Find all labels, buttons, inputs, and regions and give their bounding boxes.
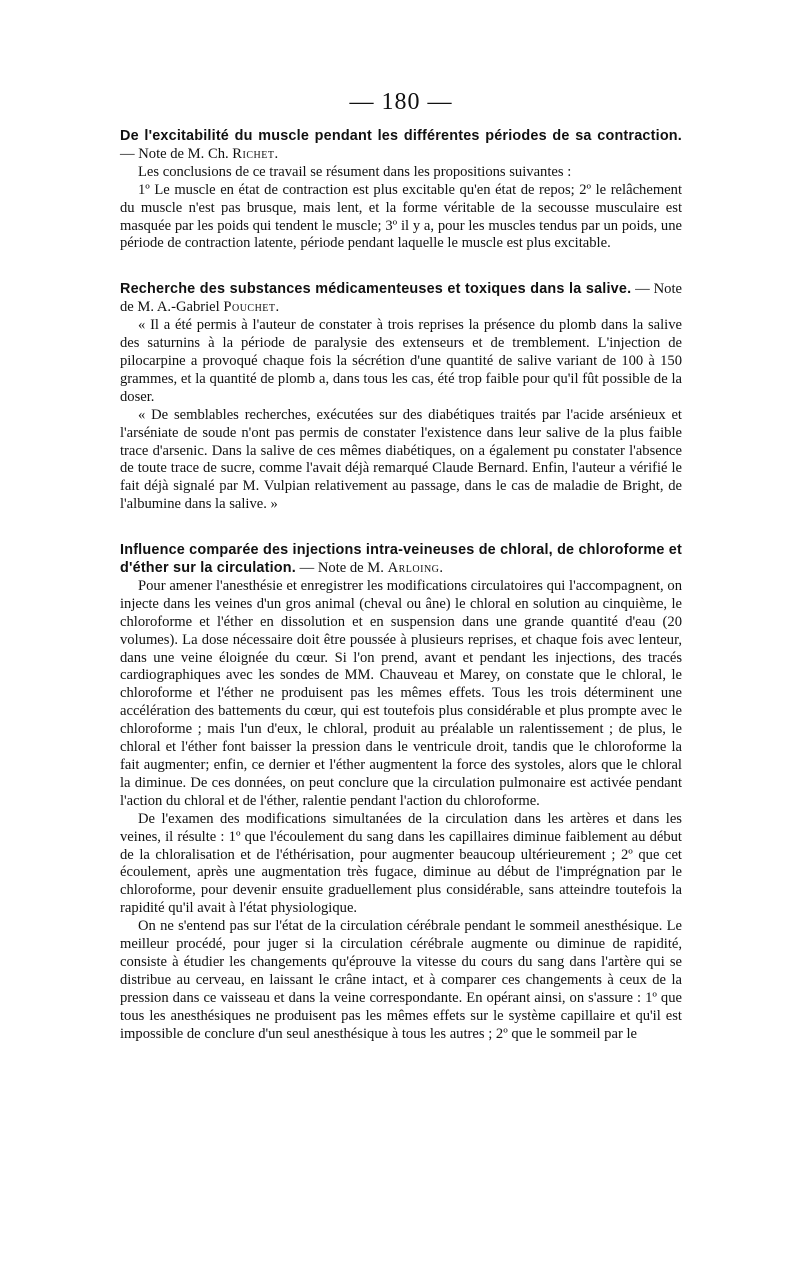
article-title: Recherche des substances médicamenteuses et toxiques dans la salive.: [120, 281, 632, 298]
paragraph: De l'examen des modifications simultanées de la circulation dans les artères et dans les veines, il résulte : 1º que l'écoulement du sang dans les capillaires diminue faiblement au début de la chloralisation et de l'éthérisation, pour augmenter beaucoup ultérieurement ; 2º que cet écoulement, après une augmentation très fugace, diminue au début de l'imprégnation par le chloroforme, pour devenir ensuite graduellement plus considérable, sans atteindre toutefois la rapidité qu'il avait à l'état physiologique.: [120, 810, 682, 917]
article-title: Influence comparée des injections intra-veineuses de chloral, de chloroforme et d'éther sur la circulation.: [120, 542, 683, 577]
article-author: Arloing.: [387, 560, 444, 577]
article-heading: [120, 128, 682, 164]
article-section-3: [120, 542, 682, 1043]
article-note: — Note de M. A.-Gabriel: [120, 281, 682, 316]
article-section-2: [120, 281, 682, 514]
paragraph: « Il a été permis à l'auteur de constater à trois reprises la présence du plomb dans la salive des saturnins à la période de paralysie des extenseurs et de tremblement. L'injection de pilocarpine a provoqué chaque fois la sécrétion d'une quantité de salive variant de 100 à 150 grammes, et la quantité de plomb a, dans tous les cas, été trop faible pour qu'il fût possible de la doser.: [120, 317, 682, 405]
paragraph: On ne s'entend pas sur l'état de la circulation cérébrale pendant le sommeil anesthésique. Le meilleur procédé, pour juger si la circulation cérébrale augmente ou diminue de rapidité, consiste à étudier les changements qu'éprouve la vitesse du cours du sang dans l'artère qui se distribue au cerveau, en laissant le crâne intact, et à comparer ces changements à ceux de la pression dans ce vaisseau et dans la veine correspondante. En opérant ainsi, on s'assure : 1º que tous les anesthésiques ne produisent pas les mêmes effets sur le système capillaire et qu'il est impossible de conclure d'un seul anesthésique à tous les autres ; 2º que le sommeil par le: [120, 918, 682, 1042]
article-section-1: [120, 128, 682, 253]
page-number: — 180 —: [349, 89, 453, 115]
article-author: Richet.: [232, 145, 279, 162]
document-page: [120, 88, 682, 1044]
paragraph: 1º Le muscle en état de contraction est plus excitable qu'en état de repos; 2º le relâchement du muscle n'est pas brusque, mais lent, et la forme véritable de la secousse musculaire est masquée par les poids qui tendent le muscle; 3º il y a, pour les muscles tendus par un poids, une période de contraction latente, période pendant laquelle le muscle est plus excitable.: [120, 181, 682, 252]
paragraph: Pour amener l'anesthésie et enregistrer les modifications circulatoires qui l'accompagnent, on injecte dans les veines d'un gros animal (cheval ou âne) le chloral en solution au cinquième, le chloroforme et l'éther en dissolution et en suspension dans une grande quantité d'eau (20 volumes). La dose nécessaire doit être poussée à plusieurs reprises, et chaque fois avec lenteur, dans une veine éloignée du cœur. Si l'on prend, avant et pendant les injections, des tracés cardiographiques avec les sondes de MM. Chauveau et Marey, on constate que le chloral, le chloroforme et l'éther ne produisent pas les mêmes effets. Tous les trois déterminent une accélération des battements du cœur, qui est toutefois plus considérable et plus prompte avec le chloroforme ; mais l'un d'eux, le chloral, produit au préalable un ralentissement ; de plus, le chloral et l'éther font baisser la pression dans le ventricule droit, tandis que le chloroforme la fait augmenter; enfin, ce dernier et l'éther augmentent la force des systoles, alors que le chloral la diminue. De ces données, on peut conclure que la circulation pulmonaire est activée pendant l'action du chloral et de l'éther, ralentie pendant l'action du chloroforme.: [120, 577, 682, 809]
paragraph: Les conclusions de ce travail se résument dans les propositions suivantes :: [138, 163, 572, 180]
article-author: Pouchet.: [223, 299, 280, 316]
paragraph: « De semblables recherches, exécutées sur des diabétiques traités par l'acide arsénieux et l'arséniate de soude n'ont pas permis de constater l'existence dans leur salive de la plus faible trace d'arsenic. Dans la salive de ces mêmes diabétiques, on a également pu constater l'absence de toute trace de sucre, comme l'avait déjà remarqué Claude Bernard. Enfin, l'auteur a vérifié le fait déjà signalé par M. Vulpian relativement au passage, dans le cas de maladie de Bright, de l'albumine dans la salive. »: [120, 406, 682, 513]
article-heading: [120, 281, 682, 317]
article-note: — Note de M.: [295, 560, 388, 577]
article-title: De l'excitabilité du muscle pendant les différentes périodes de sa contraction.: [120, 128, 682, 144]
article-note: — Note de M. Ch.: [120, 145, 233, 162]
article-heading: [120, 542, 682, 578]
